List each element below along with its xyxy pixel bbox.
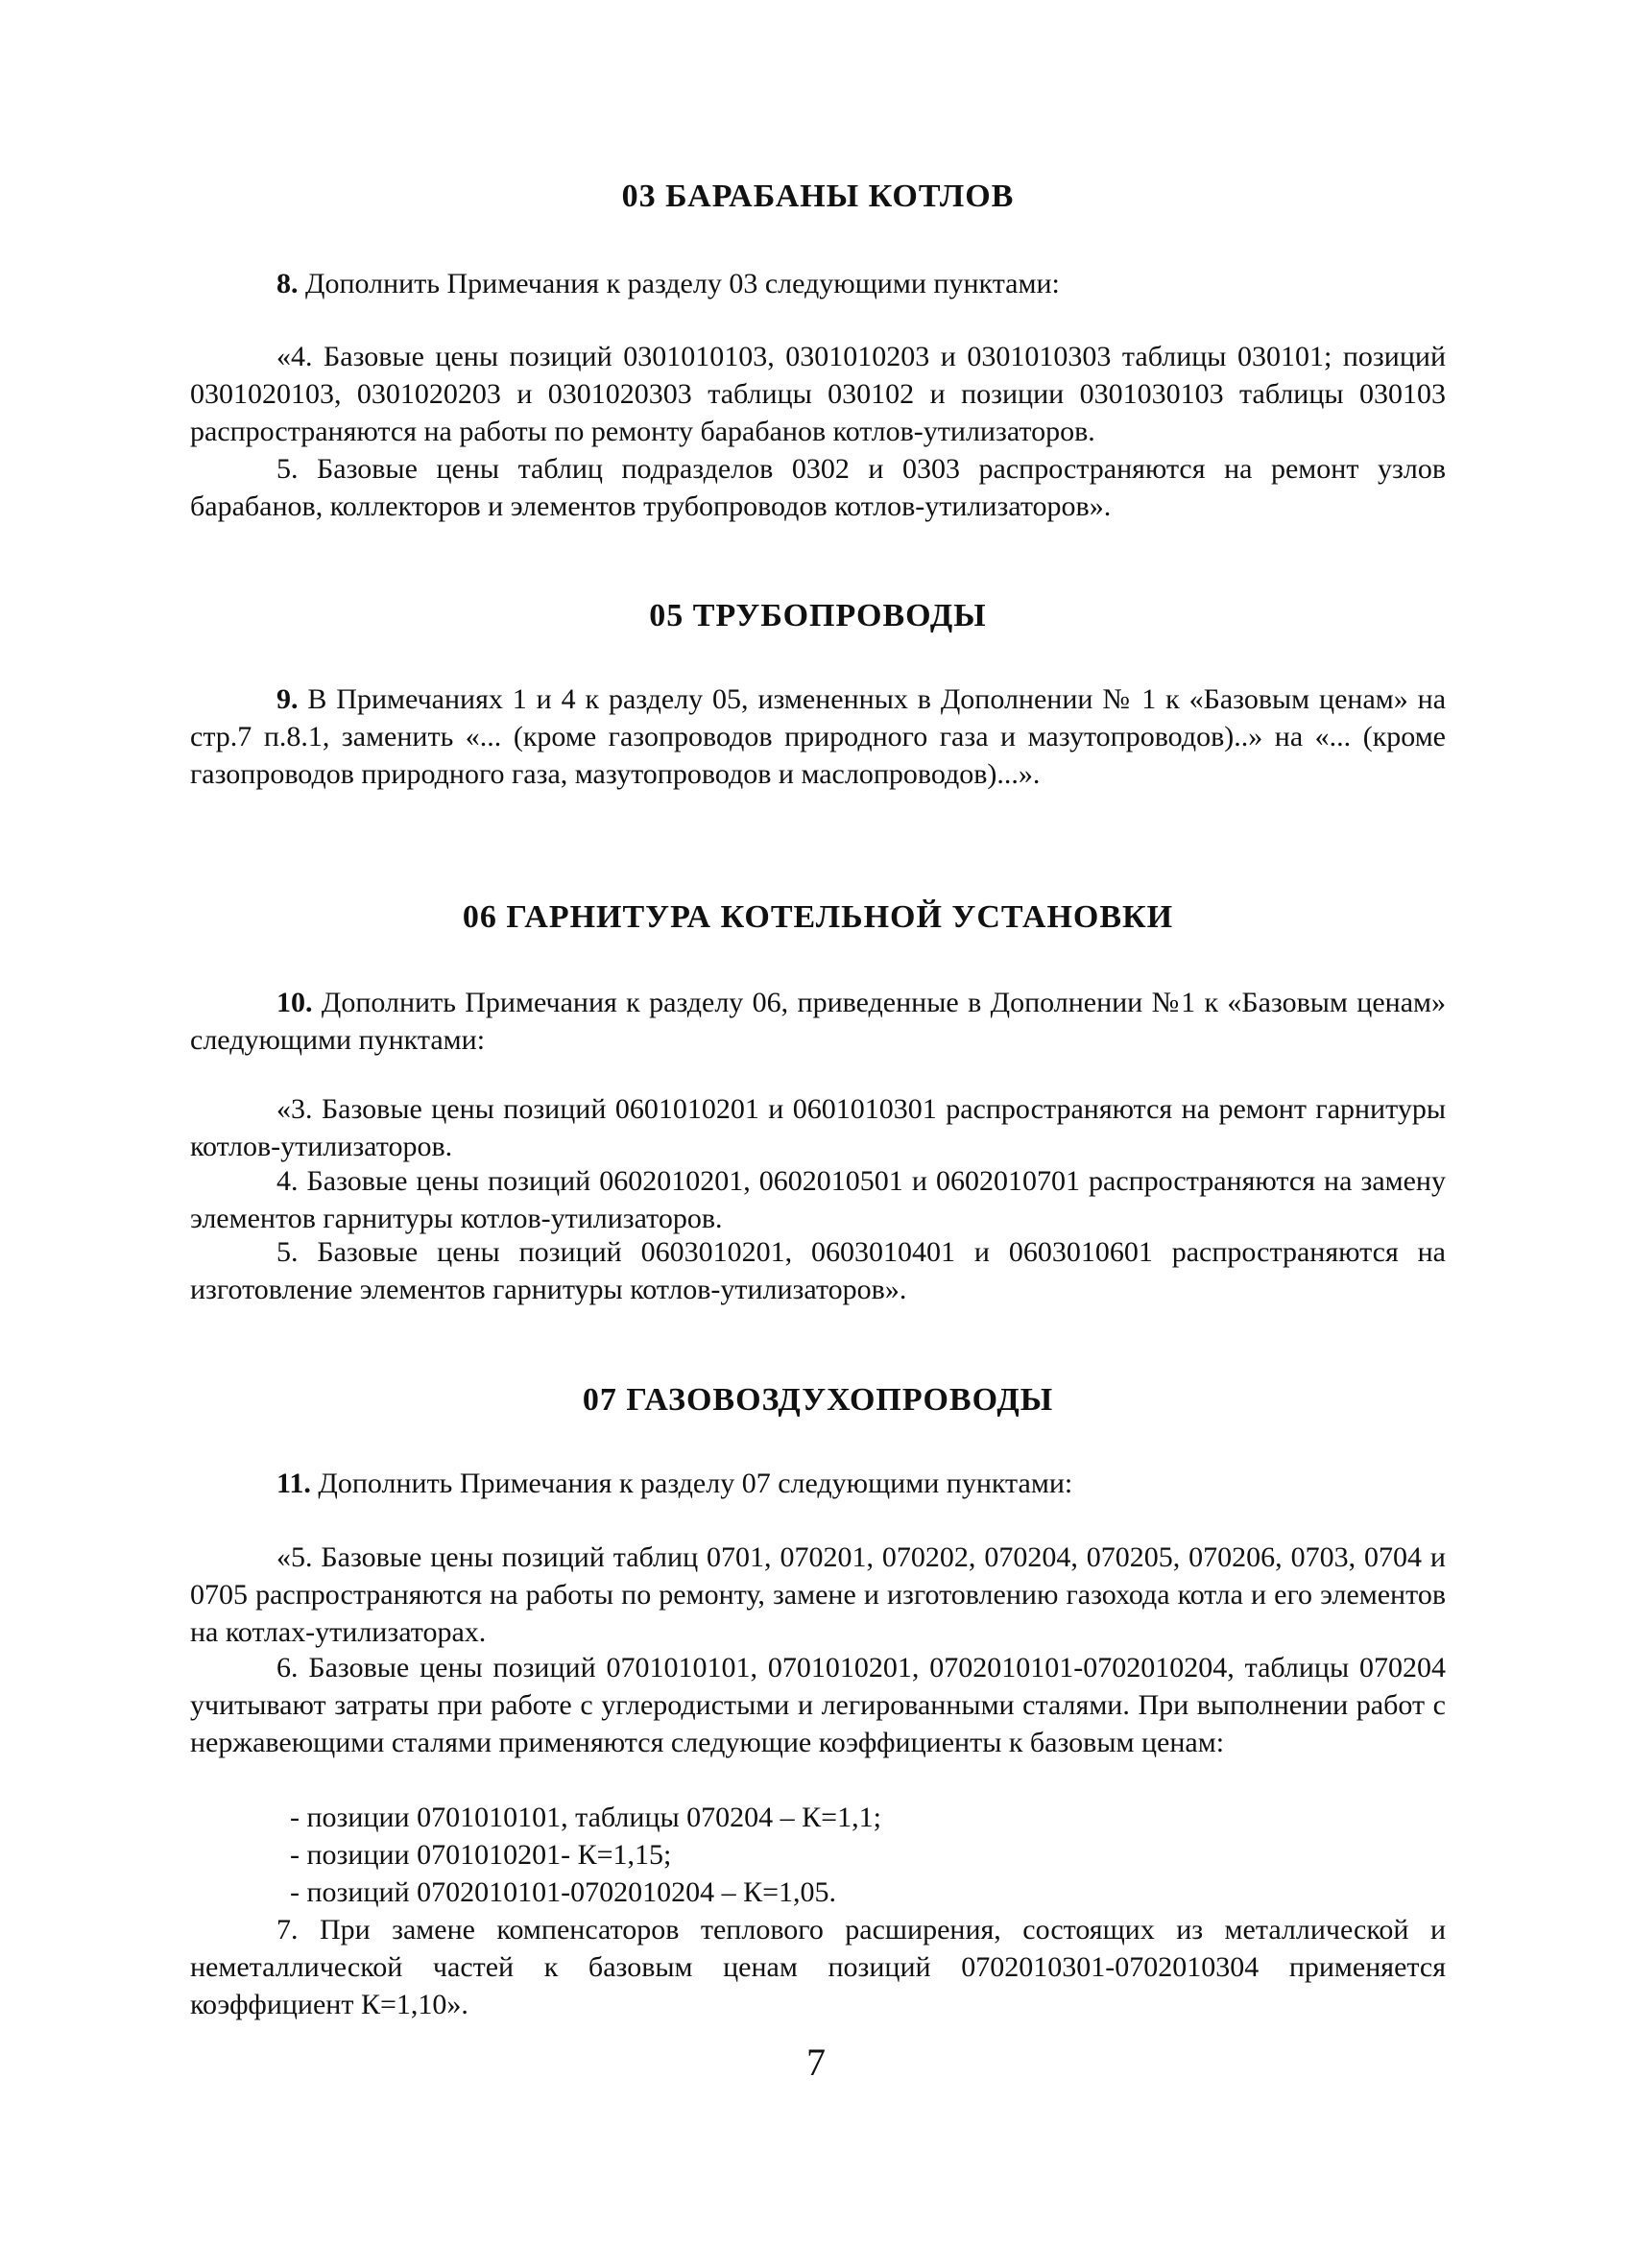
- item-9: [190, 680, 1446, 793]
- section-heading-05: 05 ТРУБОПРОВОДЫ: [649, 598, 987, 633]
- note-paragraph: 7. При замене компенсаторов теплового расширения, состоящих из металлической и неметаллической частей к базовым ценам позиций 0702010301-0702010304 применяется коэффициент К=1,10».: [190, 1914, 1446, 2020]
- item-number: 11.: [276, 1468, 311, 1499]
- note-paragraph: 4. Базовые цены позиций 0602010201, 0602010501 и 0602010701 распространяются на замену элементов гарнитуры котлов-утилизаторов.: [190, 1165, 1446, 1234]
- note-paragraph: «5. Базовые цены позиций таблиц 0701, 070201, 070202, 070204, 070205, 070206, 0703, 0704 и 0705 распространяются на работы по ремонту, замене и изготовлению газохода котла и его элементов на котлах-утилизаторах.: [190, 1541, 1446, 1648]
- coefficient-line: - позиции 0701010101, таблицы 070204 – К=1,1;: [290, 1802, 881, 1833]
- section-heading-03: 03 БАРАБАНЫ КОТЛОВ: [621, 179, 1015, 214]
- item-11: [190, 1465, 1446, 1502]
- item-text: В Примечаниях 1 и 4 к разделу 05, измененных в Дополнении № 1 к «Базовым ценам» на стр.7 п.8.1, заменить «... (кроме газопроводов природного газа и мазутопроводов)..» на «... (кроме газопроводов природного газа, мазутопроводов и маслопроводов)...».: [190, 683, 1447, 790]
- note-paragraph: 5. Базовые цены позиций 0603010201, 0603010401 и 0603010601 распространяются на изготовление элементов гарнитуры котлов-утилизаторов».: [190, 1236, 1446, 1305]
- note-paragraph: «3. Базовые цены позиций 0601010201 и 0601010301 распространяются на ремонт гарнитуры котлов-утилизаторов.: [190, 1093, 1446, 1162]
- item-text: Дополнить Примечания к разделу 07 следующими пунктами:: [318, 1468, 1073, 1499]
- item-number: 9.: [276, 683, 299, 715]
- note-paragraph: 5. Базовые цены таблиц подразделов 0302 и 0303 распространяются на ремонт узлов барабанов, коллекторов и элементов трубопроводов котлов-утилизаторов».: [190, 453, 1446, 522]
- item-text: Дополнить Примечания к разделу 06, приведенные в Дополнении №1 к «Базовым ценам» следующими пунктами:: [190, 987, 1447, 1056]
- item-number: 8.: [276, 268, 299, 299]
- coefficient-line: - позиций 0702010101-0702010204 – К=1,05.: [290, 1876, 837, 1908]
- item-8: [190, 265, 1446, 302]
- item-number: 10.: [276, 987, 313, 1018]
- section-heading-06: 06 ГАРНИТУРА КОТЕЛЬНОЙ УСТАНОВКИ: [462, 899, 1174, 935]
- item-10: [190, 984, 1446, 1059]
- coefficient-line: - позиции 0701010201- К=1,15;: [290, 1839, 672, 1871]
- item-text: Дополнить Примечания к разделу 03 следующими пунктами:: [305, 268, 1060, 299]
- note-paragraph: 6. Базовые цены позиций 0701010101, 0701010201, 0702010101-0702010204, таблицы 070204 учитывают затраты при работе с углеродистыми и легированными сталями. При выполнении работ с нержавеющими сталями применяются следующие коэффициенты к базовым ценам:: [190, 1652, 1446, 1758]
- note-paragraph: «4. Базовые цены позиций 0301010103, 0301010203 и 0301010303 таблицы 030101; позиций 0301020103, 0301020203 и 0301020303 таблицы 030102 и позиции 0301030103 таблицы 030103 распространяются на работы по ремонту барабанов котлов-утилизаторов.: [190, 341, 1446, 447]
- section-heading-07: 07 ГАЗОВОЗДУХОПРОВОДЫ: [582, 1382, 1054, 1418]
- page-number: 7: [806, 2041, 826, 2084]
